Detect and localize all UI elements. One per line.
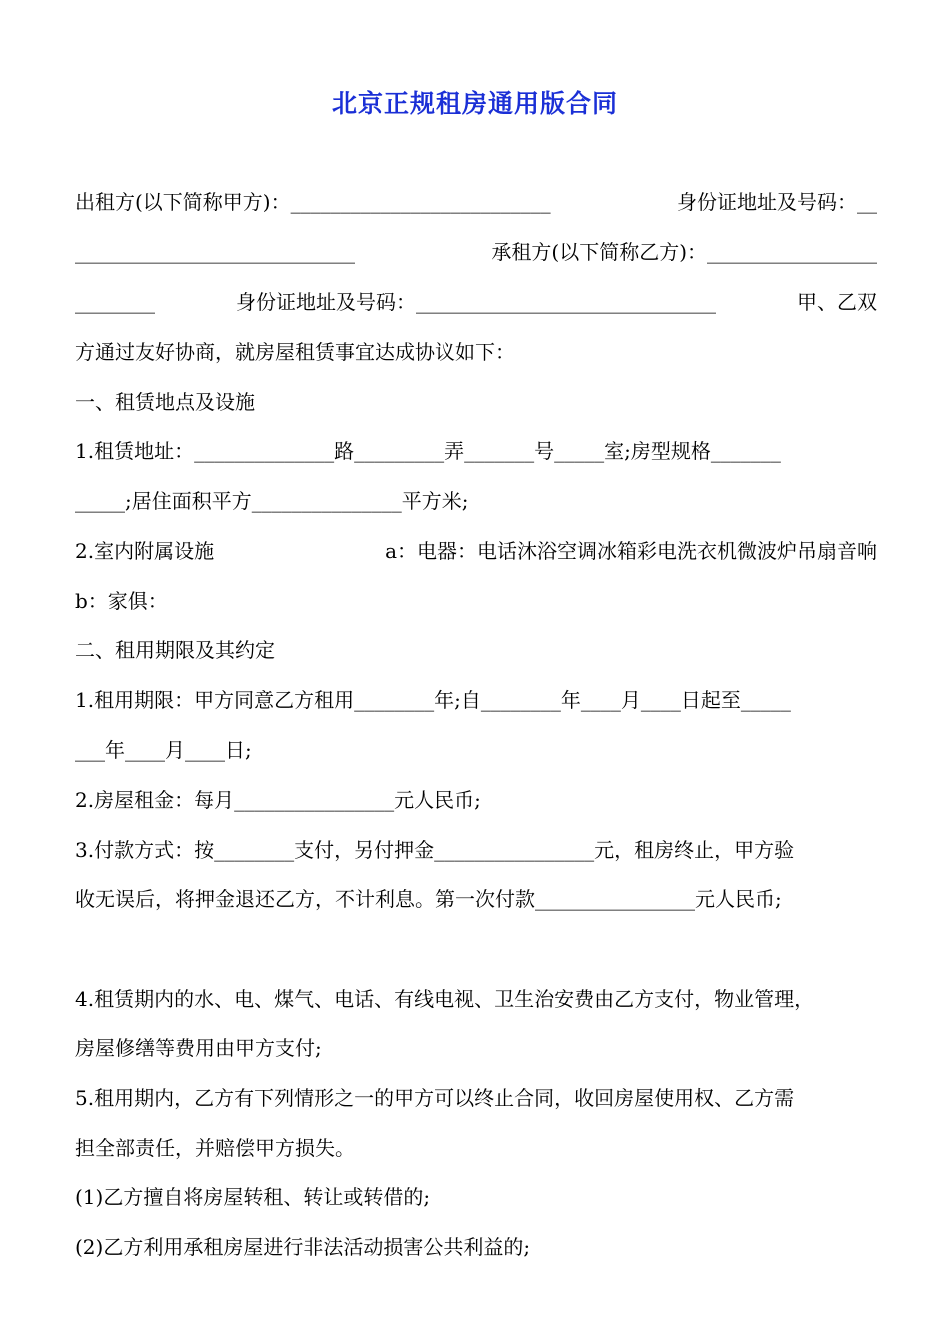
paragraph-line: 1.租用期限：甲方同意乙方租用________年;自________年____月____日起至_____ [75,688,791,712]
paragraph-line: 收无误后，将押金退还乙方，不计利息。第一次付款________________元人民币; [75,887,782,911]
paragraph-line: 房屋修缮等费用由甲方支付; [75,1036,322,1060]
section-heading: 二、租用期限及其约定 [75,638,275,662]
paragraph-line: 4.租赁期内的水、电、煤气、电话、有线电视、卫生治安费由乙方支付，物业管理， [75,987,815,1011]
paragraph-line: 3.付款方式：按________支付，另付押金________________元，租房终止，甲方验 [75,838,795,862]
paragraph-line: b：家俱： [75,589,168,613]
paragraph-line: _____;居住面积平方_______________平方米; [75,489,469,513]
facilities-line [75,537,877,565]
list-item: (1)乙方擅自将房屋转租、转让或转借的; [75,1185,431,1209]
paragraph-line: ___年____月____日; [75,738,252,762]
section-heading: 一、租赁地点及设施 [75,390,255,414]
lessee-id-field: 身份证地址及号码：______________________________ [236,290,716,314]
paragraph-line: 2.房屋租金：每月________________元人民币; [75,788,481,812]
document-title: 北京正规租房通用版合同 [331,89,618,118]
paragraph-line: 5.租用期内，乙方有下列情形之一的甲方可以终止合同，收回房屋使用权、乙方需 [75,1086,795,1110]
lessor-id-blank: ____________________________ [75,240,355,264]
lessor-id-field: 身份证地址及号码：__ [677,190,877,214]
lessor-field: 出租方(以下简称甲方)：__________________________ [75,190,551,214]
facilities-appliances: a：电器：电话沐浴空调冰箱彩电洗衣机微波炉吊扇音响 [385,539,877,563]
paragraph-line: 担全部责任，并赔偿甲方损失。 [75,1136,355,1160]
lessee-line [75,238,877,266]
lessee-id-line [75,288,877,316]
paragraph-line: 方通过友好协商，就房屋租赁事宜达成协议如下： [75,340,515,364]
list-item: (2)乙方利用承租房屋进行非法活动损害公共利益的; [75,1235,531,1259]
parties-text-start: 甲、乙双 [797,290,877,314]
lessee-field: 承租方(以下简称乙方)：_________________ [491,240,877,264]
lessor-line [75,188,877,216]
facilities-label: 2.室内附属设施 [75,539,215,563]
lessee-blank: ________ [75,290,155,314]
paragraph-line: 1.租赁地址：______________路_________弄_______号_____室;房型规格_______ [75,439,781,463]
